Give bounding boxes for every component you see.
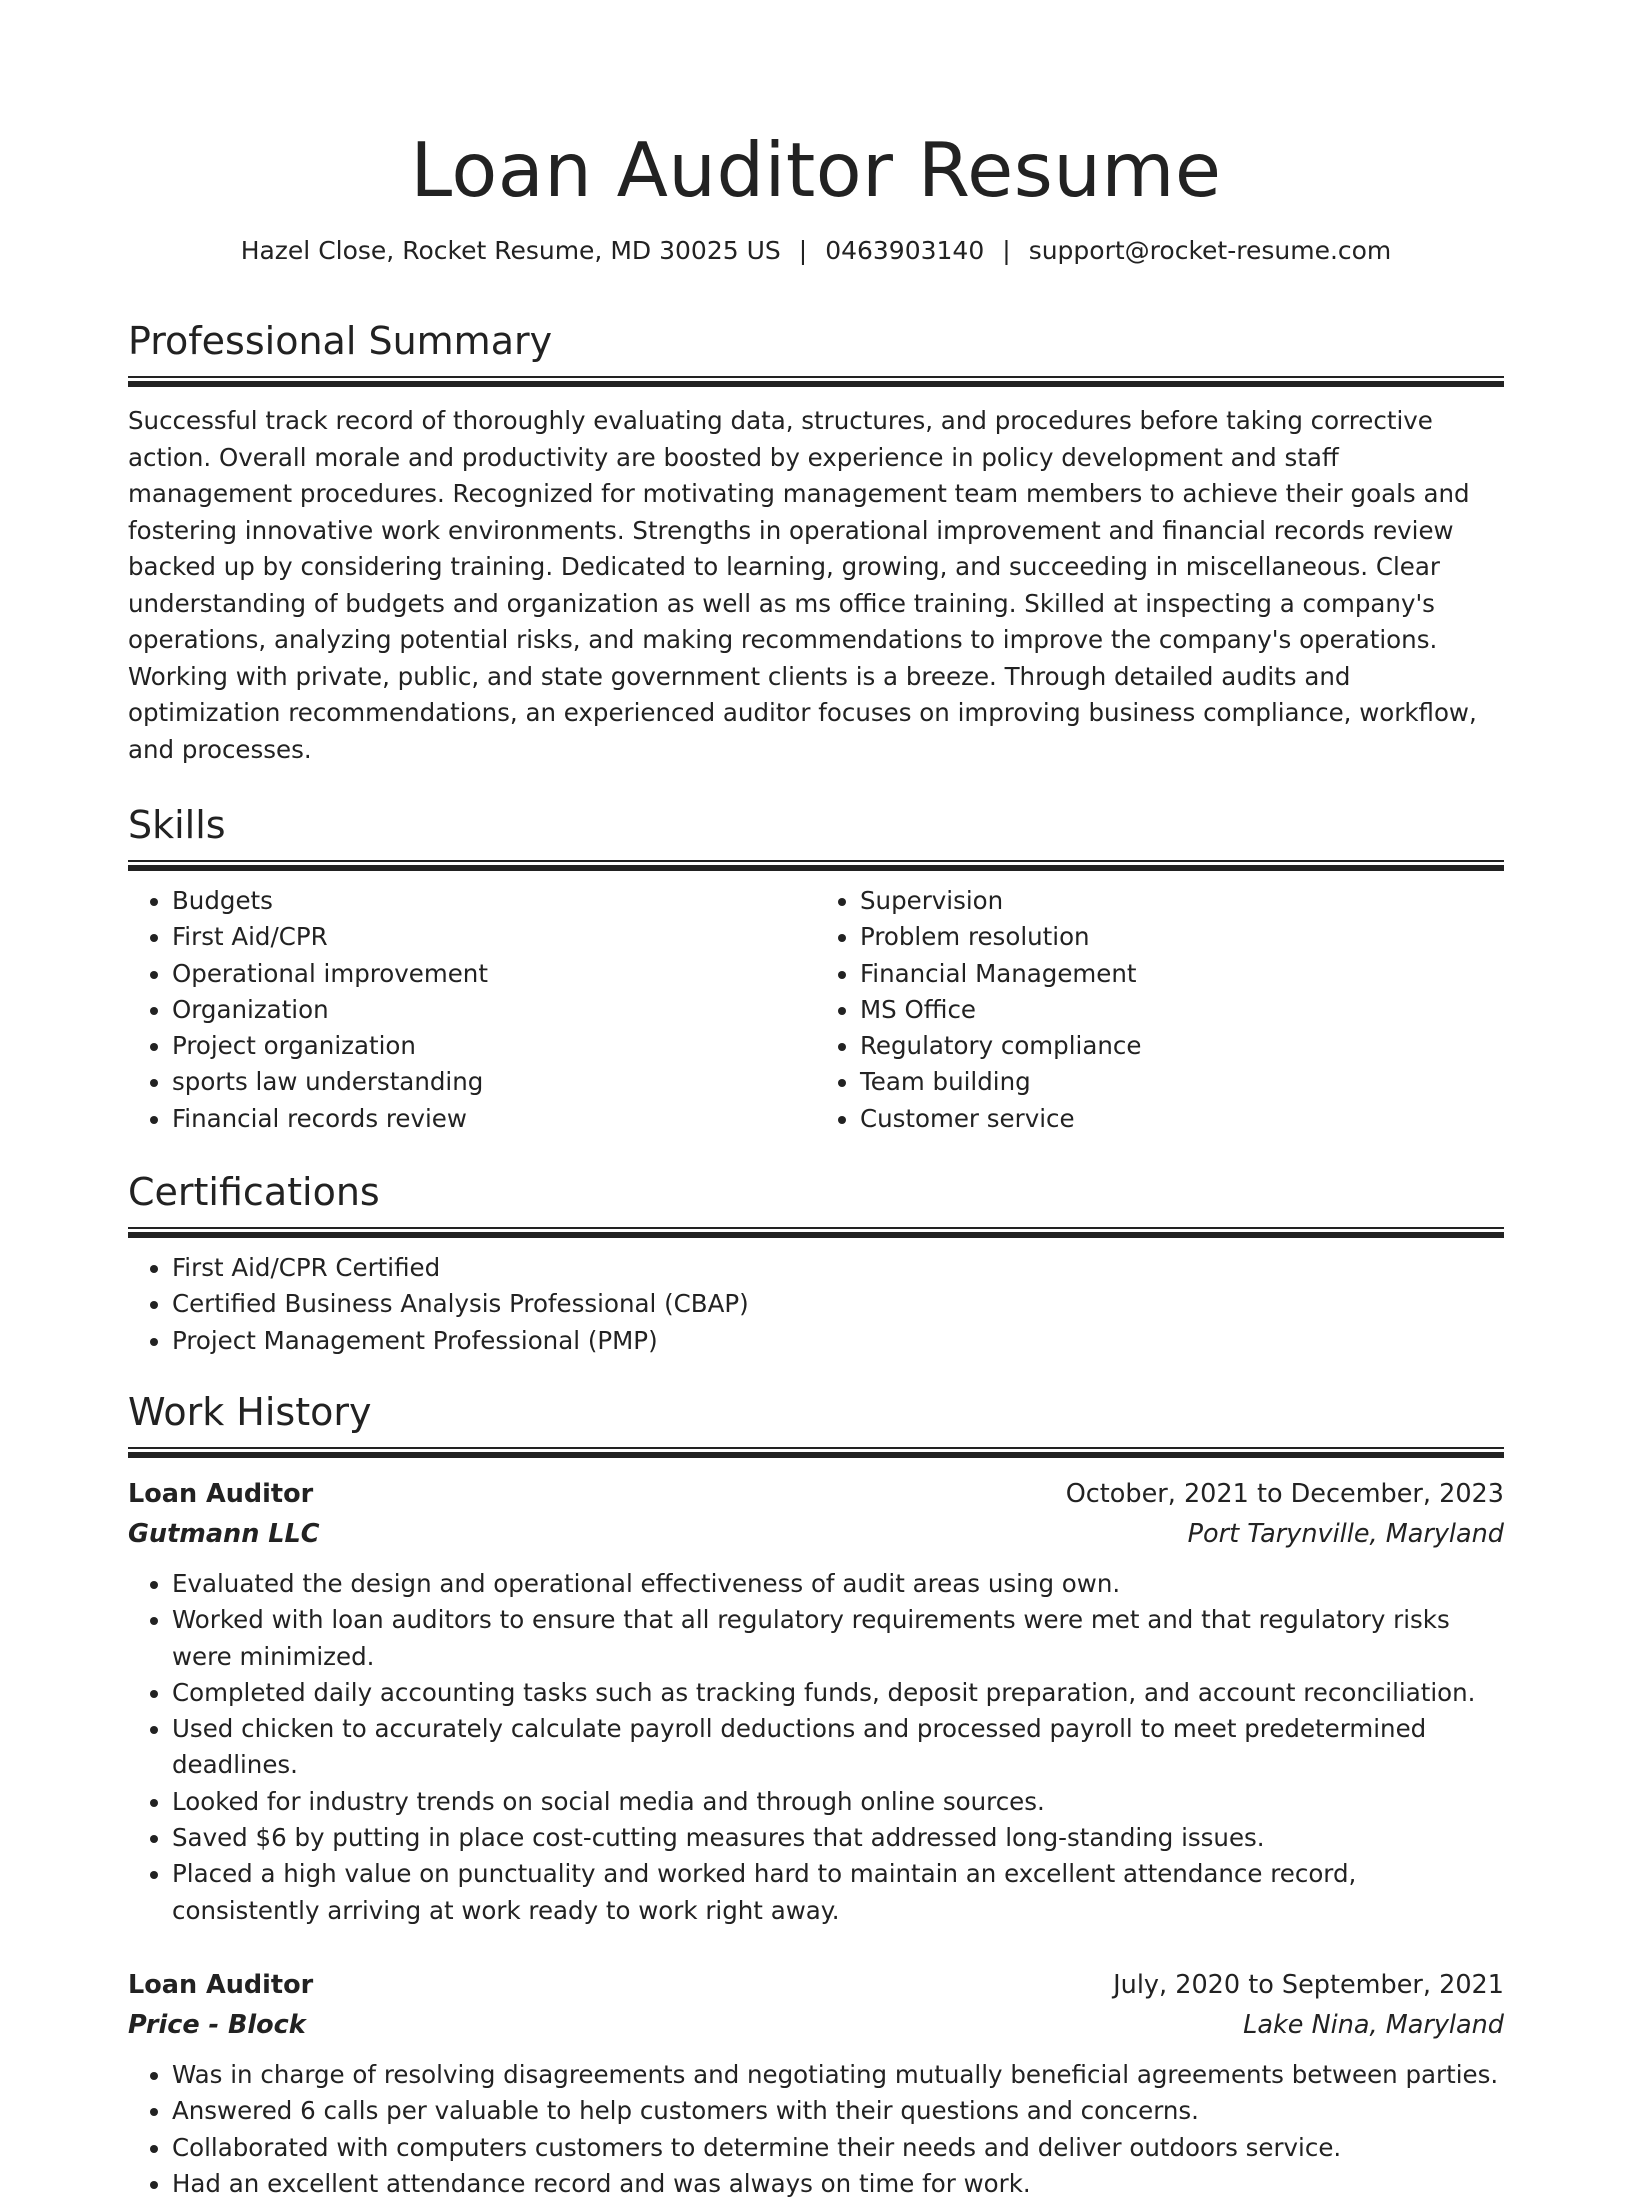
job-subheader [128,1514,1504,1554]
job-duty: • Evaluated the design and operational effectiveness of audit areas using own. [172,1566,1504,1602]
resume-title: Loan Auditor Resume [410,126,1222,214]
job-dates: October, 2021 to December, 2023 [1065,1478,1504,1509]
skill-item: • MS Office [860,992,1504,1028]
section-heading-summary: Professional Summary [128,319,553,363]
certification-item: • Project Management Professional (PMP) [172,1323,1504,1359]
contact-separator: | [798,236,808,265]
skill-item: • Financial records review [172,1101,816,1137]
section-heading-work-history: Work History [128,1389,372,1434]
job-title: Loan Auditor [128,1478,314,1509]
job-company: Price - Block [128,2009,306,2040]
section-divider [128,1447,1504,1458]
job-location: Port Tarynville, Maryland [1187,1518,1504,1549]
job-duty: • Answered 6 calls per valuable to help customers with their questions and concerns. [172,2093,1504,2129]
skills-columns [128,883,1504,1137]
contact-line [128,234,1504,268]
section-divider [128,376,1504,387]
skill-item: • Project organization [172,1028,816,1064]
contact-phone: 0463903140 [825,236,985,265]
skills-list-right [816,883,1504,1137]
job-duty: • Completed daily accounting tasks such as tracking funds, deposit preparation, and account reconciliation. [172,1675,1504,1711]
job-entry [128,1474,1504,1929]
certifications-section [128,1167,1504,1359]
job-duties-list [128,2057,1504,2202]
job-duty: • Had an excellent attendance record and was always on time for work. [172,2166,1504,2202]
skill-item: • sports law understanding [172,1064,816,1100]
certifications-list [128,1250,1504,1359]
job-header [128,1474,1504,1514]
summary-text: Successful track record of thoroughly evaluating data, structures, and procedures before taking corrective action. Overall morale and productivity are boosted by experience in policy development and staff management procedures. Recognized for motivating management team members to achieve their goals and fostering innovative work environments. Strengths in operational improvement and financial records review backed up by considering training. Dedicated to learning, growing, and succeeding in miscellaneous. Clear understanding of budgets and organization as well as ms office training. Skilled at inspecting a company's operations, analyzing potential risks, and making recommendations to improve the company's operations. Working with private, public, and state government clients is a breeze. Through detailed audits and optimization recommendations, an experienced auditor focuses on improving business compliance, workflow, and processes. [128,406,1477,764]
skill-item: • Budgets [172,883,816,919]
job-location: Lake Nina, Maryland [1243,2009,1504,2040]
skills-list-left [128,883,816,1137]
job-entry [128,1965,1504,2202]
job-subheader [128,2005,1504,2045]
job-duty: • Placed a high value on punctuality and worked hard to maintain an excellent attendance record, consistently arriving at work ready to work right away. [172,1856,1504,1929]
skill-item: • Organization [172,992,816,1028]
contact-email: support@rocket-resume.com [1028,236,1392,265]
contact-address: Hazel Close, Rocket Resume, MD 30025 US [240,236,781,265]
skill-item: • Regulatory compliance [860,1028,1504,1064]
section-heading-skills: Skills [128,803,226,847]
skills-section [128,800,1504,1137]
resume-page [128,0,1504,2202]
job-duty: • Worked with loan auditors to ensure that all regulatory requirements were met and that regulatory risks were minimized. [172,1602,1504,1675]
job-duty: • Used chicken to accurately calculate payroll deductions and processed payroll to meet predetermined deadlines. [172,1711,1504,1784]
skill-item: • Financial Management [860,956,1504,992]
section-divider [128,860,1504,871]
skill-item: • Team building [860,1064,1504,1100]
job-title: Loan Auditor [128,1969,314,2000]
contact-separator: | [1002,236,1011,265]
job-duty: • Saved $6 by putting in place cost-cutting measures that addressed long-standing issues. [172,1820,1504,1856]
job-dates: July, 2020 to September, 2021 [1113,1969,1504,2000]
job-header [128,1965,1504,2005]
job-duty: • Looked for industry trends on social media and through online sources. [172,1784,1504,1820]
job-duty: • Was in charge of resolving disagreements and negotiating mutually beneficial agreements between parties. [172,2057,1504,2093]
skill-item: • First Aid/CPR [172,919,816,955]
section-divider [128,1227,1504,1238]
job-company: Gutmann LLC [128,1518,320,1549]
certification-item: • Certified Business Analysis Professional (CBAP) [172,1286,1504,1322]
skill-item: • Problem resolution [860,919,1504,955]
skill-item: • Customer service [860,1101,1504,1137]
skill-item: • Supervision [860,883,1504,919]
job-duty: • Collaborated with computers customers to determine their needs and deliver outdoors service. [172,2130,1504,2166]
section-heading-certifications: Certifications [128,1170,380,1215]
job-duties-list [128,1566,1504,1929]
certification-item: • First Aid/CPR Certified [172,1250,1504,1286]
work-history-section [128,1387,1504,2202]
summary-section [128,316,1504,768]
skill-item: • Operational improvement [172,956,816,992]
